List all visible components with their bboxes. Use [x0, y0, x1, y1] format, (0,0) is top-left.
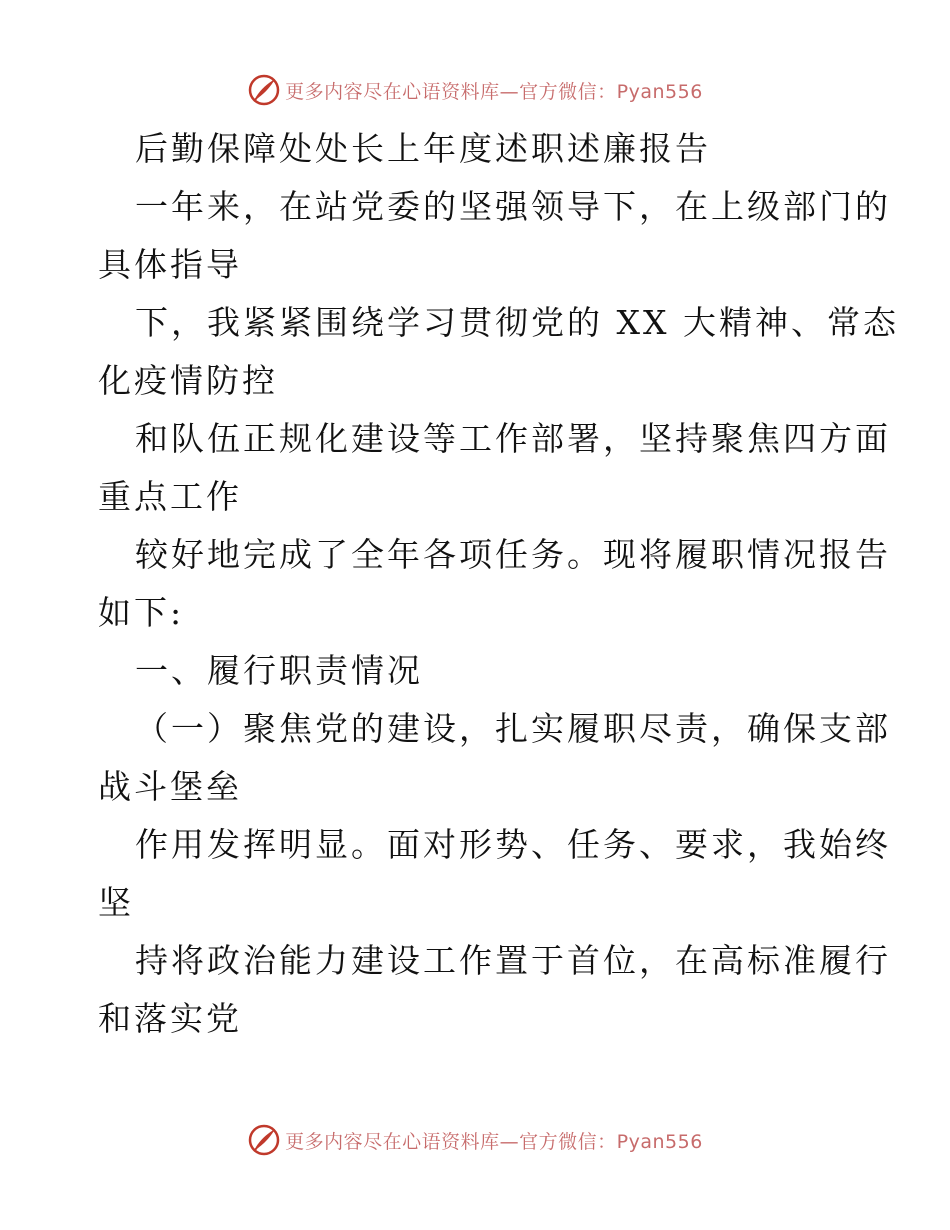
- text-line: 一、履行职责情况: [135, 651, 423, 690]
- banner-text: 更多内容尽在心语资料库—官方微信：Pyan556: [285, 80, 703, 103]
- text-line: 具体指导: [98, 245, 242, 284]
- text-line: 下，我紧紧围绕学习贯彻党的 XX 大精神、常态: [135, 303, 899, 342]
- text-line: 坚: [98, 883, 134, 922]
- text-line: 如下:: [98, 593, 185, 632]
- document-title: 后勤保障处处长上年度述职述廉报告: [135, 129, 711, 168]
- quill-logo-icon: [247, 1123, 281, 1157]
- text-line: 战斗堡垒: [98, 767, 242, 806]
- text-line: （一）聚焦党的建设，扎实履职尽责，确保支部: [135, 709, 891, 748]
- quill-logo-icon: [247, 73, 281, 107]
- text-line: 一年来，在站党委的坚强领导下，在上级部门的: [135, 187, 891, 226]
- footer-banner: [0, 1120, 950, 1160]
- text-line: 和落实党: [98, 999, 242, 1038]
- document-body: [98, 120, 899, 1048]
- text-line: 重点工作: [98, 477, 242, 516]
- header-banner: [0, 70, 950, 110]
- text-line: 和队伍正规化建设等工作部署，坚持聚焦四方面: [135, 419, 891, 458]
- text-line: 化疫情防控: [98, 361, 278, 400]
- text-line: 持将政治能力建设工作置于首位，在高标准履行: [135, 941, 891, 980]
- banner-text: 更多内容尽在心语资料库—官方微信：Pyan556: [285, 1130, 703, 1153]
- text-line: 较好地完成了全年各项任务。现将履职情况报告: [135, 535, 891, 574]
- text-line: 作用发挥明显。面对形势、任务、要求，我始终: [135, 825, 891, 864]
